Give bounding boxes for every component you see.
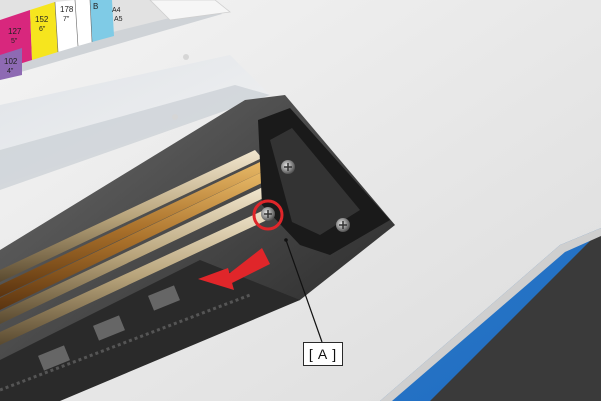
guide-tick-bottom-0: 5" <box>11 38 18 45</box>
cover-hole-2 <box>172 114 178 120</box>
callout-leader-dot <box>284 238 288 242</box>
cover-hole-1 <box>183 54 189 60</box>
guide-tick-top-2: 178 <box>60 5 74 14</box>
guide-tick-top-0: 127 <box>8 27 22 36</box>
guide-tick-bottom-2: 7" <box>63 16 70 23</box>
guide-tick-bottom-1: 6" <box>39 26 46 33</box>
guide-tick-bottom-4: A5 <box>114 16 123 23</box>
callout-label-a: [ A ] <box>303 342 343 366</box>
screw-upper <box>281 160 295 174</box>
guide-tick-lower-bottom-0: 4" <box>7 68 14 75</box>
guide-tick-top-3: B <box>93 2 99 11</box>
screw-target <box>261 207 275 221</box>
guide-tick-top-1: 152 <box>35 15 49 24</box>
guide-tick-lower-top-0: 102 <box>4 57 18 66</box>
guide-tick-top-4: A4 <box>112 7 121 14</box>
screw-lower <box>336 218 350 232</box>
